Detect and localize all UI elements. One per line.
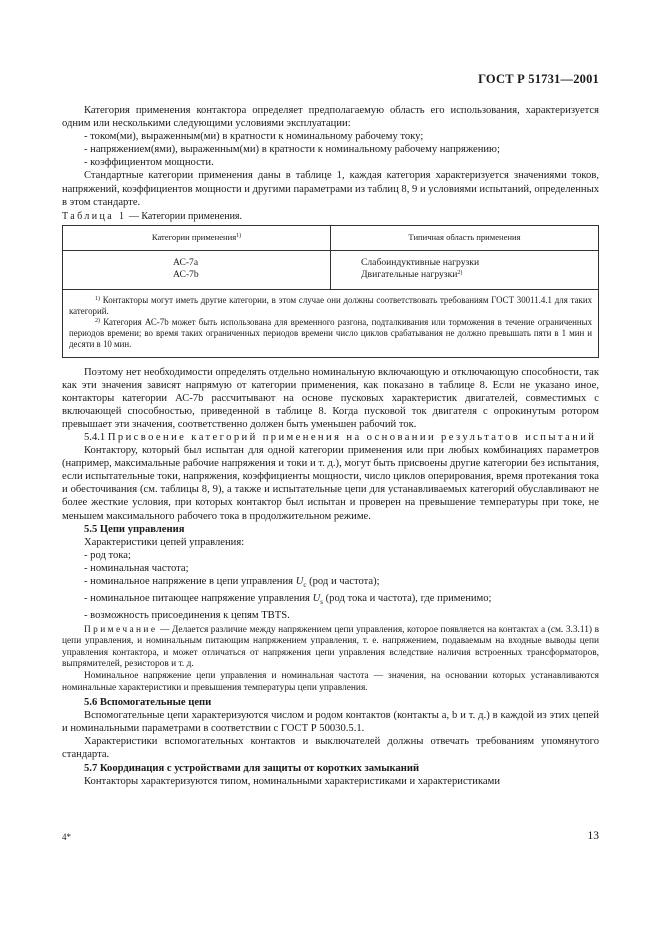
symbol: U <box>312 593 321 605</box>
page-number: 13 <box>587 830 599 842</box>
paragraph: Поэтому нет необходимости определять отдельно номинальную включающую и отключающую способности, так как эти значения зависят напрямую от категории применения, как показано в таблице 8. Если не указано иное, контакторы категории АС-7b рассчитывают на основе пусковых характеристик двигателей, совместимых с включающей способностью, приведенной в таблице 8. Когда пусковой ток двигателя с опрокинутым ротором превышает эти значения, соответственно должен быть уменьшен рабочий ток. <box>62 366 599 430</box>
table-caption-text: — Категории применения. <box>128 210 243 222</box>
footnote-mark: 1) <box>95 295 100 302</box>
list-item <box>62 592 599 609</box>
categories-table <box>62 225 599 358</box>
list-text: (род и частота); <box>309 576 380 588</box>
table-footnote-row <box>63 289 599 357</box>
list-text: (род тока и частота), где применимо; <box>325 593 492 605</box>
footnote <box>69 295 592 317</box>
list-item: - током(ми), выраженным(ми) в кратности к номинальному рабочему току; <box>84 131 424 143</box>
symbol-sub: s <box>320 598 323 607</box>
footnote-mark: 2) <box>457 269 463 276</box>
header-text: Типичная область применения <box>408 231 521 242</box>
section-heading: 5.7 Координация с устройствами для защиты от коротких замыканий <box>84 762 420 774</box>
list-item: - номинальная частота; <box>84 562 189 574</box>
section-5-4-1 <box>62 431 599 444</box>
note-label: Примечание <box>84 624 158 635</box>
use-value: Слабоиндуктивные нагрузки <box>361 256 480 268</box>
paragraph: Контакторы характеризуются типом, номинальными характеристиками и характеристиками <box>84 775 501 787</box>
section-title: Присвоение категорий применения на основании результатов испытаний <box>107 432 597 443</box>
list-item: - напряжением(ями), выраженным(ми) в кратности к номинальному рабочему напряжению; <box>84 144 500 156</box>
list-text: - номинальное напряжение в цепи управления <box>84 576 294 588</box>
table-header-cell <box>331 225 599 250</box>
list-item: - возможность присоединения к цепям TBTS. <box>84 610 290 622</box>
table-caption <box>62 210 599 223</box>
paragraph: Стандартные категории применения даны в таблице 1, каждая категория характеризуется значениями токов, напряжений, коэффициентов мощности и другими параметрами из таблиц 8, 9 и условиями испытаний, определенных в этом стандарте. <box>62 170 600 208</box>
symbol: U <box>295 576 304 588</box>
use-text: Двигательные нагрузки <box>361 268 458 280</box>
section-number: 5.4.1 <box>84 432 106 443</box>
section-heading: 5.5 Цепи управления <box>84 523 185 535</box>
footnote-mark: 1) <box>236 232 242 239</box>
note <box>62 625 599 671</box>
list-item: - род тока; <box>84 549 131 561</box>
use-value <box>361 269 596 281</box>
footnote-text: Категория АС-7b может быть использована для временного разгона, подталкивания или торможения в течение ограниченных периодов времени; во время таких ограниченных периодов времени число циклов срабатывания не должно превышать пяти в 1 мин и десяти в 10 мин. <box>69 316 593 349</box>
list-item <box>62 575 599 592</box>
table-header-row <box>63 225 599 250</box>
note-paragraph: Номинальное напряжение цепи управления и номинальная частота — значения, на основании которых устанавливаются номинальные характеристики и превышения температуры цепи управления. <box>62 670 599 693</box>
table-row <box>63 250 599 289</box>
note-text: — Делается различие между напряжением цепи управления, которое появляется на контактах a (см. 3.3.11) в цепи управления, и номинальным питающим напряжением управления, т. е. напряжением, подаваемым на входные выводы цепи управления контактора, и может отличаться от напряжения цепи управления вследствие наличия встроенных трансформаторов, выпрямителей, резисторов и т. д. <box>62 624 600 670</box>
header-text: Категории применения <box>151 231 237 242</box>
paragraph: Вспомогательные цепи характеризуются числом и родом контактов (контакты a, b и т. д.) в каждой из этих цепей и номинальными параметрами в соответствии с ГОСТ Р 50030.5.1. <box>62 710 599 735</box>
table-header-cell <box>63 225 331 250</box>
category-value: АС-7а <box>173 256 199 268</box>
table-footnotes <box>63 289 599 357</box>
list-text: - номинальное питающее напряжение управления <box>84 593 310 605</box>
footnote-mark: 2) <box>95 317 100 324</box>
footnote-text: Контакторы могут иметь другие категории, в этом случае они должны соответствовать требованиям ГОСТ 30011.4.1 для таких категорий. <box>69 294 593 316</box>
category-value: АС-7b <box>173 268 199 280</box>
document-body <box>62 104 599 788</box>
document-page <box>62 0 599 936</box>
symbol-sub: c <box>303 581 307 590</box>
table-cell <box>331 250 599 289</box>
sheet-mark: 4* <box>62 832 71 842</box>
footnote <box>69 317 592 350</box>
section-heading: 5.6 Вспомогательные цепи <box>84 697 212 709</box>
paragraph: Контактору, который был испытан для одной категории применения или при любых комбинациях параметров (например, максимальные рабочие напряжения и токи и т. д.), могут быть присвоены другие категории без испытания, если испытательные токи, напряжения, коэффициенты мощности, число циклов оперирования, время протекания тока и обесточивания (см. таблицы 8, 9), а также и испытательные цепи для устанавливаемых категорий обуславливают не более жесткие условия, при которых контактор был испытан и проверен на превышение температуры при токе, не меньшем максимального рабочего тока в продолжительном режиме. <box>62 445 599 522</box>
list-item: - коэффициентом мощности. <box>84 157 214 169</box>
table-cell <box>63 250 331 289</box>
paragraph: Характеристики цепей управления: <box>84 536 245 548</box>
intro-paragraph: Категория применения контактора определяет предполагаемую область его использования, характеризуется одним или несколькими следующими условиями эксплуатации: <box>62 105 599 130</box>
paragraph: Характеристики вспомогательных контактов и выключателей должны отвечать требованиям упомянутого стандарта. <box>62 736 599 761</box>
table-caption-label: Таблица 1 <box>62 210 127 222</box>
standard-header: ГОСТ Р 51731—2001 <box>478 72 599 86</box>
